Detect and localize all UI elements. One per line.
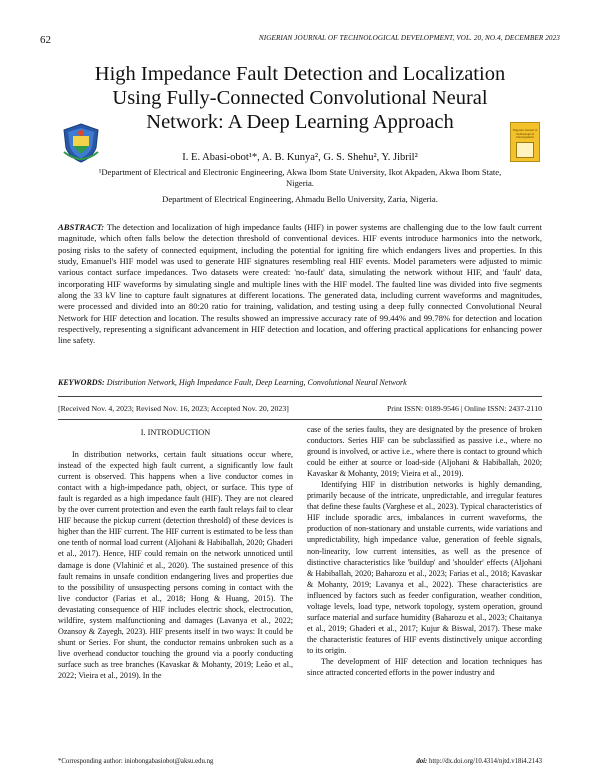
divider-bottom [58, 419, 542, 420]
submission-dates: [Received Nov. 4, 2023; Revised Nov. 16, 2023; Accepted Nov. 20, 2023] [58, 404, 289, 413]
journal-cover-title: Nigerian Journal of Technological Development [512, 128, 538, 140]
intro-paragraph-3: The development of HIF detection and location techniques has since attracted concerted efforts in the power industry and [307, 656, 542, 678]
issn-info: Print ISSN: 0189-9546 | Online ISSN: 2437-2110 [386, 404, 542, 413]
doi-link[interactable]: http://dx.doi.org/10.4314/njtd.v18i4.2143 [429, 758, 542, 765]
doi-label: doi: [416, 758, 428, 765]
abstract-text: The detection and localization of high impedance faults (HIF) in power systems are challenging due to the low fault current magnitude, which often falls below the detection threshold of conventional devices. HIF events introduce harmonics into the network, posing risks to the safety of connected equipment, including the potential for igniting fire which endangers lives and properties. In this study, Emanuel's HIF model was used to generate HIF signatures resembling real HIF events. Model parameters were adjusted to mimic various contact surface impedances. Two datasets were created: 'no-fault' data, simulating the network without HIF, and 'fault' data, incorporating HIF waveforms by simulating single and multiple lines with the HIF model. The faulted line was divided into five segments along the 33 kV line to capture fault signatures at different locations. The generated data, including current waveforms and magnitudes, were processed and divided into an 80:20 ratio for training, validation, and testing using a deep fully connected Convolutional Neural Network for HIF detection and location. The results showed an impressive accuracy rate of 99.44% and 99.78% for detection and location respectively, representing a significant advancement in HIF detection and location, and offering practical applications for enhancing power line safety. [58, 222, 543, 346]
corresponding-author-footnote: *Corresponding author: iniobongabasiobot@aksu.edu.ng [58, 758, 214, 765]
journal-cover-panel [516, 142, 534, 158]
keywords [58, 378, 542, 387]
university-crest-logo [60, 122, 102, 164]
intro-paragraph-2: Identifying HIF in distribution networks is highly demanding, primarily because of the intricate, unpredictable, and irregular features that define these faults (Varghese et al., 2023). Typical characteristics of HIF include sporadic arcs, imbalances in current waveforms, the production of non-stationary and unstable currents, wide variations and unpredictability, high impedance value, generation of feeble signals, non-linearity, low current intensities, as well as the presence of distinctive characteristics like 'buildup' and 'shoulder' effects (Aljohani & Habiballah, 2020; Baharozu et al., 2023; Farias et al., 2018; Kavaskar & Mohanty, 2019; Lavanya et al., 2022). These characteristics are influenced by factors such as feeder configuration, weather condition, voltage levels, load type, network topology, system operation, ground surface material and surface humidity (Baharozu et al., 2023; Chaitanya et al., 2019; Ghaderi et al., 2017; Kujur & Biswal, 2017). These make the characteristic features of HIF events distinctively unique according to its origin. [307, 480, 542, 655]
abstract-label: ABSTRACT: [58, 222, 105, 232]
intro-paragraph-continued: case of the series faults, they are designated by the presence of broken conductors. Series HIF can be subclassified as passive i.e., where no ground is involved, or active i.e., where there is contact to ground which could be either at source or load-side (Aljohani & Habiballah, 2020; Kavaskar & Mohanty, 2019; Vieira et al., 2019). [307, 425, 542, 479]
intro-paragraph-1: In distribution networks, certain fault situations occur where, instead of the expected high fault current, a significantly low fault current is observed. This happens when a live conductor comes in contact with a high-impedance path, object, or surface. This type of fault is regarded as a high impedance fault (HIF). They are not cleared by the over current protection and even the earth fault relays fail to clear HIF because the pickup current (detection threshold) of these devices is higher than the HIF current. The HIF current is estimated to be less than one tenth of normal load current (Aljohani & Habiballah, 2020; Ghaderi et al., 2017). Hence, HIF could remain on the network unnoticed until damage is done (Vlahinić et al., 2020). The sustained presence of this fault remains in unsafe condition endangering lives and properties due to the possibility of unsuspecting persons coming in contact with the live conductor (Farias et al., 2018; Hong & Huang, 2015). The devastating consequence of HIF includes electric shock, electrocution, wildfire, system malfunctioning and damages (Lavanya et al., 2022; Ozansoy & Zayegh, 2023). HIF presents itself in two ways: It could be shunt or Series. For shunt, the conductor remains unbroken such as a live overhead conductor touching the ground via a poorly conducting surface such as tree branches (Kavaskar & Mohanty, 2019; Leão et al., 2022; Vieira et al., 2019). In the [58, 450, 293, 680]
divider-top [58, 396, 542, 397]
right-column [307, 424, 542, 678]
affiliation-2: Department of Electrical Engineering, Ahmadu Bello University, Zaria, Nigeria. [162, 194, 438, 204]
paper-title [70, 62, 530, 134]
left-column [58, 424, 293, 681]
authors: I. E. Abasi-obot¹*, A. B. Kunya², G. S. Shehu², Y. Jibril² [182, 152, 418, 163]
keywords-label: KEYWORDS: [58, 378, 105, 387]
title-line-1: High Impedance Fault Detection and Localization [94, 63, 506, 85]
title-line-3: Network: A Deep Learning Approach [146, 111, 454, 133]
abstract [58, 222, 542, 347]
title-line-2: Using Fully-Connected Convolutional Neural [112, 87, 488, 109]
journal-cover-logo [510, 122, 540, 162]
doi [416, 758, 542, 765]
keywords-text: Distribution Network, High Impedance Fault, Deep Learning, Convolutional Neural Network [106, 378, 407, 387]
affiliation-1: ¹Department of Electrical and Electronic Engineering, Akwa Ibom State University, Ikot Akpaden, Akwa Ibom State, Nigeria. [98, 167, 502, 188]
page-number: 62 [40, 34, 51, 46]
journal-header: NIGERIAN JOURNAL OF TECHNOLOGICAL DEVELOPMENT, VOL. 20, NO.4, DECEMBER 2023 [258, 34, 560, 42]
section-heading-introduction: I. INTRODUCTION [140, 428, 211, 437]
